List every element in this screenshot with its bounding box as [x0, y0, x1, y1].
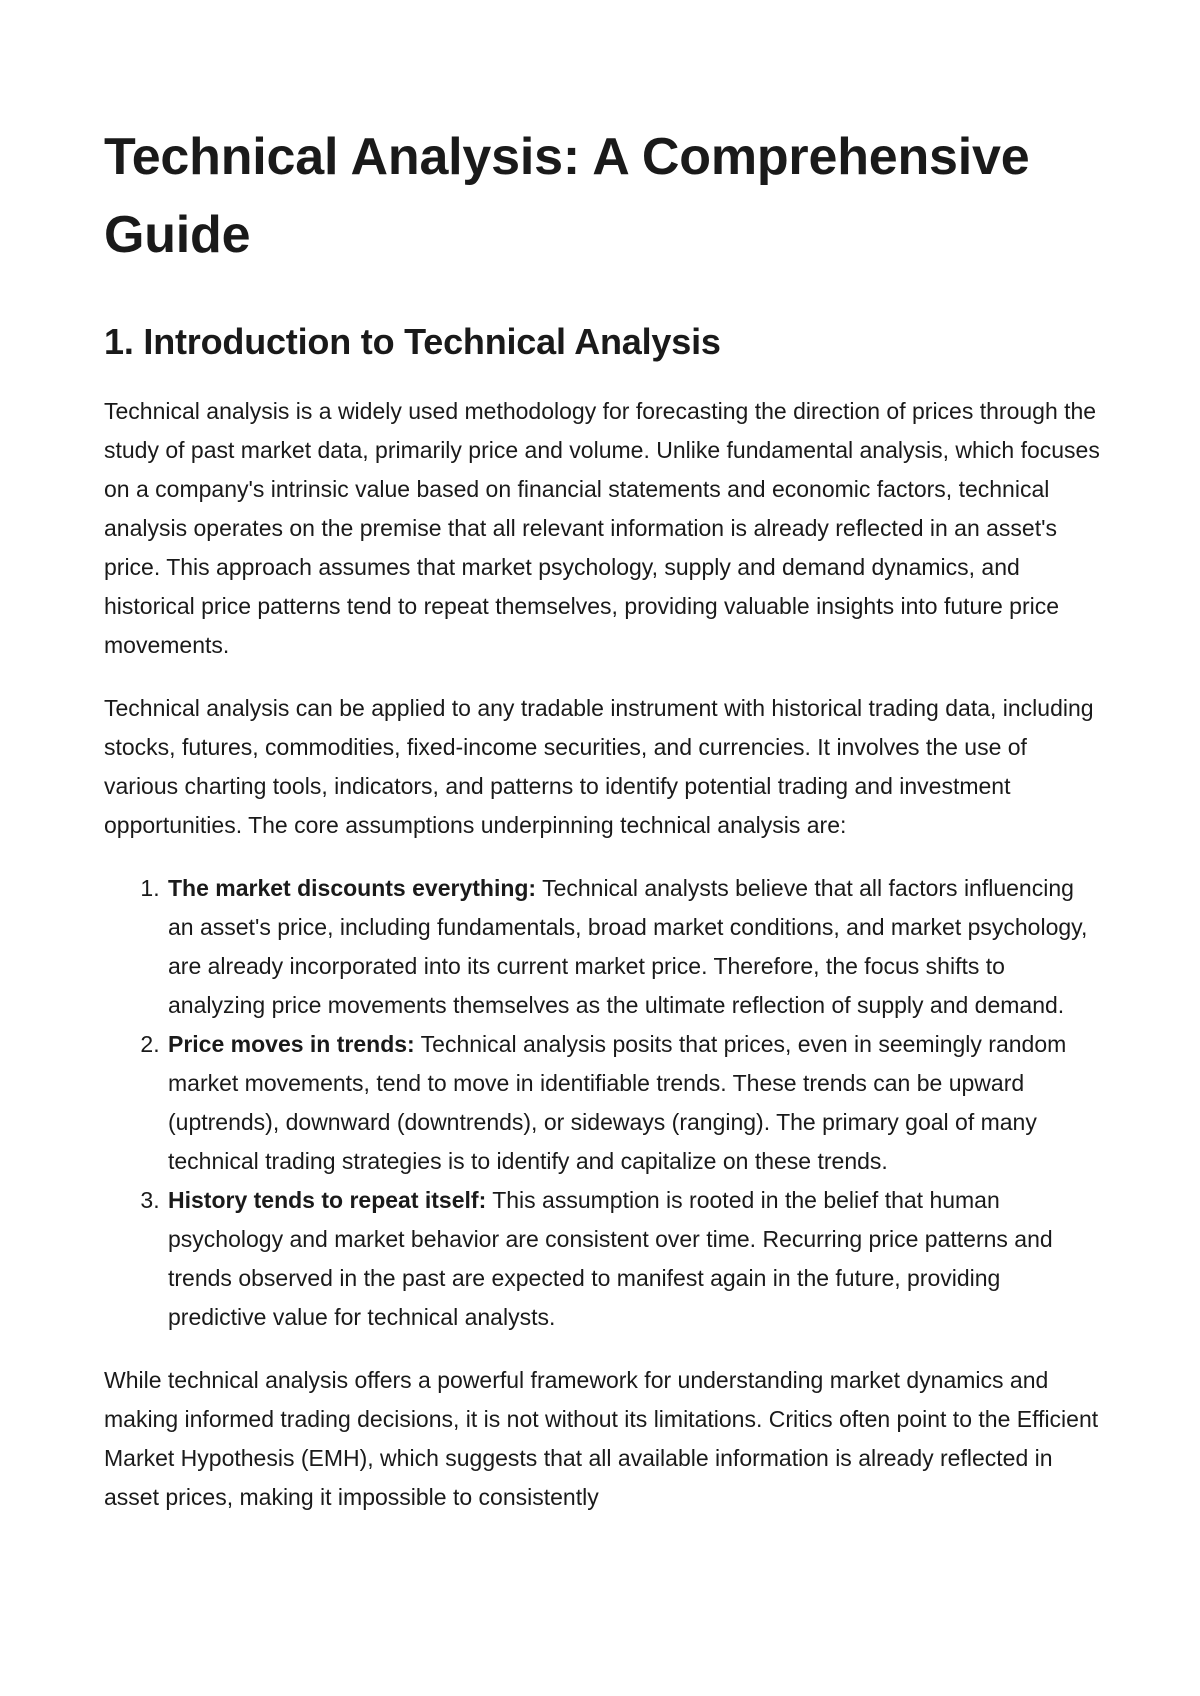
assumptions-list [104, 869, 1104, 1337]
list-item [166, 1025, 1104, 1181]
list-item-text: Technical analysts believe that all factors influencing an asset's price, including fundamentals, broad market conditions, and market psychology, are already incorporated into its current market price. Therefore, the focus shifts to analyzing price movements themselves as the ultimate reflection of supply and demand. [168, 875, 1088, 1018]
applications-paragraph: Technical analysis can be applied to any tradable instrument with historical trading data, including stocks, futures, commodities, fixed-income securities, and currencies. It involves the use of various charting tools, indicators, and patterns to identify potential trading and investment opportunities. The core assumptions underpinning technical analysis are: [104, 695, 1094, 838]
list-item [166, 1181, 1104, 1337]
list-item-lead: Price moves in trends: [168, 1031, 415, 1057]
document-title: Technical Analysis: A Comprehensive Guide [104, 128, 1030, 264]
list-item-lead: The market discounts everything: [168, 875, 537, 901]
list-item-text: Technical analysis posits that prices, even in seemingly random market movements, tend to move in identifiable trends. These trends can be upward (uptrends), downward (downtrends), or sideways (ranging). The primary goal of many technical trading strategies is to identify and capitalize on these trends. [168, 1031, 1067, 1174]
list-item-text: This assumption is rooted in the belief that human psychology and market behavior are consistent over time. Recurring price patterns and trends observed in the past are expected to manifest again in the future, providing predictive value for technical analysts. [168, 1187, 1053, 1330]
intro-paragraph: Technical analysis is a widely used methodology for forecasting the direction of prices through the study of past market data, primarily price and volume. Unlike fundamental analysis, which focuses on a company's intrinsic value based on financial statements and economic factors, technical analysis operates on the premise that all relevant information is already reflected in an asset's price. This approach assumes that market psychology, supply and demand dynamics, and historical price patterns tend to repeat themselves, providing valuable insights into future price movements. [104, 398, 1100, 658]
document-page [104, 118, 1104, 1517]
section-heading: 1. Introduction to Technical Analysis [104, 321, 721, 362]
limitations-paragraph: While technical analysis offers a powerful framework for understanding market dynamics and making informed trading decisions, it is not without its limitations. Critics often point to the Efficient Market Hypothesis (EMH), which suggests that all available information is already reflected in asset prices, making it impossible to consistently [104, 1367, 1099, 1510]
list-item-lead: History tends to repeat itself: [168, 1187, 487, 1213]
list-item [166, 869, 1104, 1025]
